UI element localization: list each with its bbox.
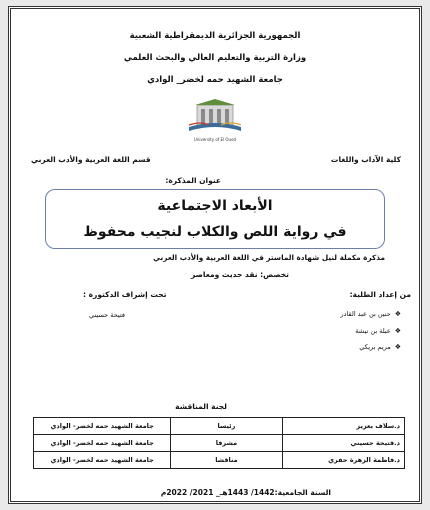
- member-university: جامعة الشهيد حمه لخضر- الوادي: [34, 452, 171, 469]
- thesis-title-box: [45, 189, 385, 249]
- faculty-label: كلية الآداب واللغات: [330, 155, 401, 164]
- committee-label: لجنة المناقشة: [175, 402, 227, 411]
- member-name: د.سلاف بعزيز: [282, 418, 404, 435]
- thesis-title-line2: في رواية اللص والكلاب لنجيب محفوظ: [83, 224, 347, 240]
- university-logo: [183, 99, 247, 142]
- university-logo-icon: [183, 99, 247, 133]
- supervisor-name: فتيحة حسيني: [89, 311, 125, 319]
- students-list: [341, 310, 401, 360]
- list-item: ❖مريم بريكي: [359, 343, 401, 351]
- thesis-specialty: تخصص: نقد حديث ومعاصر: [191, 270, 289, 279]
- bullet-icon: ❖: [394, 326, 401, 335]
- thesis-title-line1: الأبعاد الاجتماعية: [157, 198, 273, 214]
- table-row: [34, 452, 405, 469]
- member-role: مناقشا: [171, 452, 282, 469]
- bullet-icon: ❖: [394, 310, 401, 318]
- member-university: جامعة الشهيد حمه لخضر- الوادي: [34, 435, 171, 452]
- thesis-title-label: عنوان المذكرة:: [165, 176, 221, 185]
- member-name: د.فاطمة الزهرة حفري: [282, 452, 404, 469]
- member-name: د.فتيحة حسيني: [282, 435, 404, 452]
- thesis-purpose: مذكرة مكملة لنيل شهادة الماستر في اللغة العربية والأدب العربي: [153, 253, 385, 262]
- member-university: جامعة الشهيد حمه لخضر- الوادي: [34, 418, 171, 435]
- ministry-header: وزارة التربية والتعليم العالي والبحث العلمي: [123, 53, 307, 63]
- member-role: رئيسا: [171, 418, 282, 435]
- university-header: جامعة الشهيد حمه لخضر_ الوادي: [147, 75, 283, 85]
- committee-table: [33, 417, 405, 469]
- academic-year: السنة الجامعية:1442/ 1443هـ_ 2021/ 2022م: [160, 488, 331, 497]
- bullet-icon: ❖: [394, 343, 401, 351]
- prepared-by-label: من إعداد الطلبة:: [349, 290, 411, 299]
- table-row: [34, 435, 405, 452]
- table-row: [34, 418, 405, 435]
- list-item: ❖عبلة بن نيشة: [355, 326, 401, 335]
- thesis-cover-page: [8, 6, 422, 504]
- department-label: قسم اللغة العربية والأدب العربي: [31, 155, 151, 164]
- list-item: ❖حنين بن عبد القادر: [340, 310, 401, 318]
- member-role: مشرفا: [171, 435, 282, 452]
- supervision-label: تحت إشراف الدكتورة :: [83, 290, 167, 299]
- republic-header: الجمهورية الجزائرية الديمقراطية الشعبية: [129, 31, 301, 41]
- logo-caption: University of El Oued: [193, 137, 237, 142]
